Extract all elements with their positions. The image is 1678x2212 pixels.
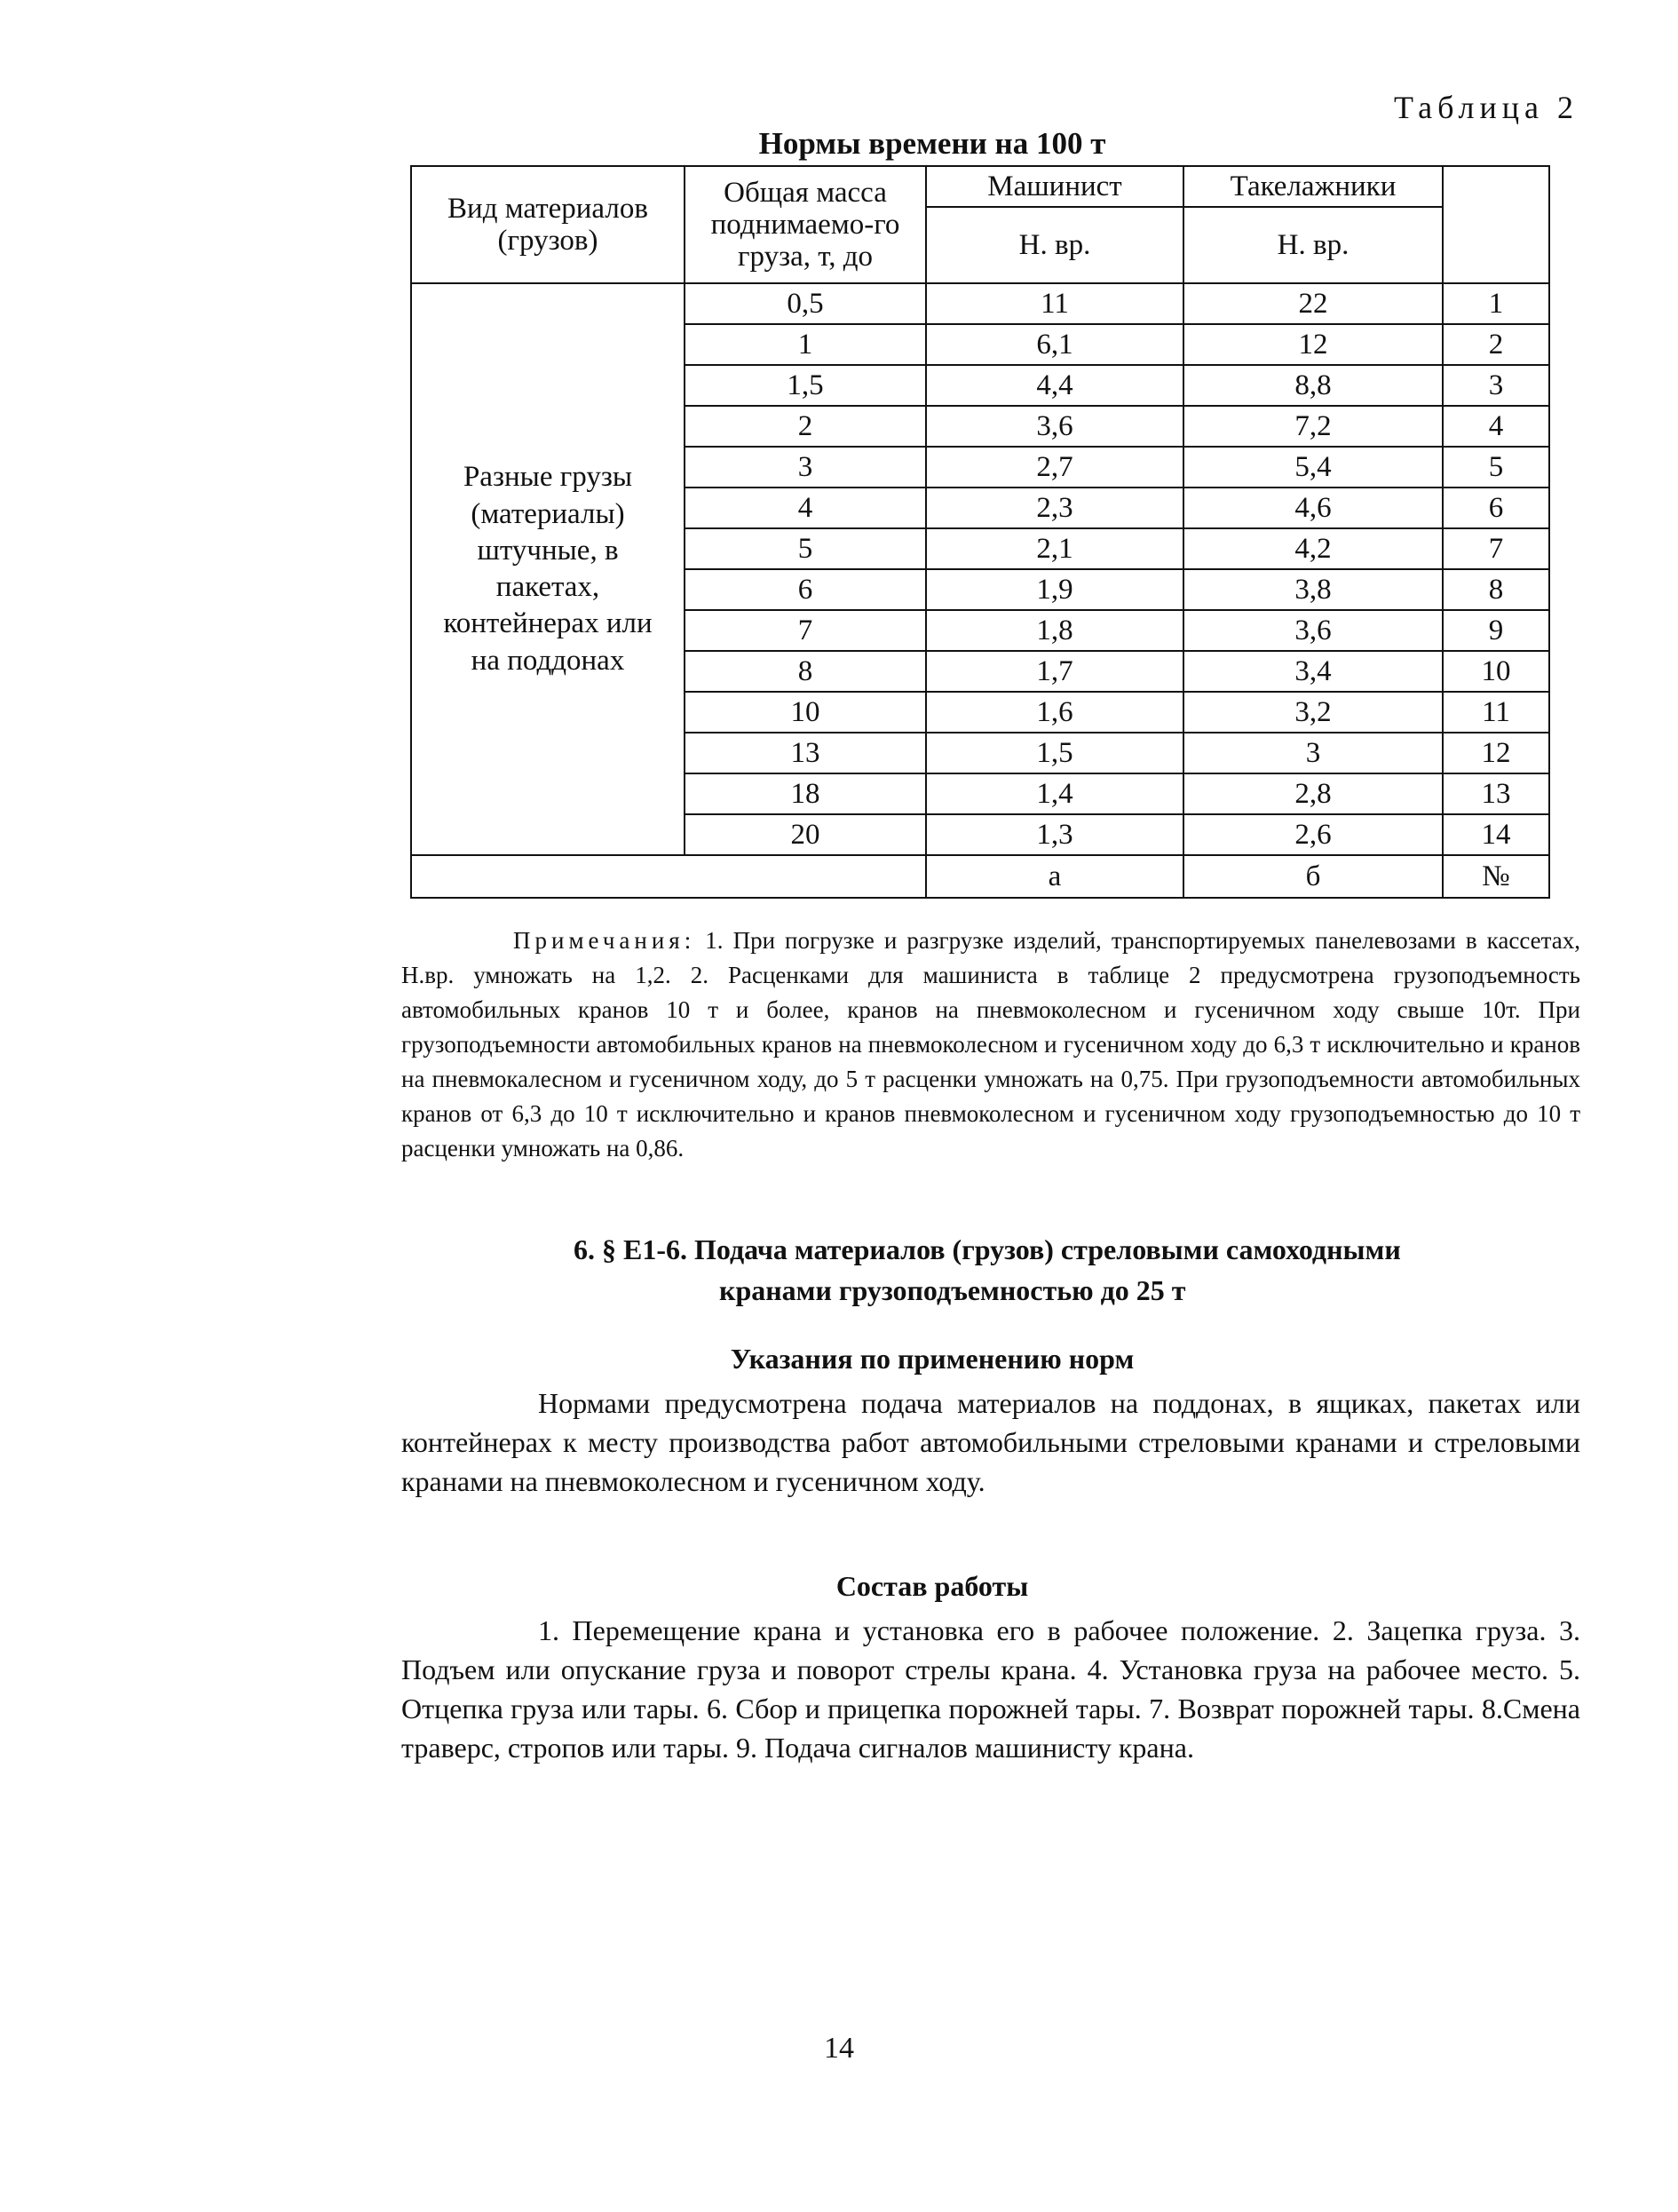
cell-no: 13 bbox=[1443, 773, 1549, 814]
section-heading bbox=[497, 1229, 1589, 1311]
header-machinist-unit: Н. вр. bbox=[926, 207, 1183, 283]
cell-mass: 13 bbox=[685, 733, 926, 773]
cell-mass: 20 bbox=[685, 814, 926, 855]
cell-machinist: 1,7 bbox=[926, 651, 1183, 692]
cell-mass: 8 bbox=[685, 651, 926, 692]
cell-riggers: 3,4 bbox=[1183, 651, 1443, 692]
cell-machinist: 2,1 bbox=[926, 528, 1183, 569]
cell-machinist: 2,7 bbox=[926, 447, 1183, 488]
material-cell: Разные грузы (материалы) штучные, в пакетах, контейнерах или на поддонах bbox=[411, 283, 685, 855]
cell-mass: 2 bbox=[685, 406, 926, 447]
cell-machinist: 1,9 bbox=[926, 569, 1183, 610]
cell-riggers: 4,2 bbox=[1183, 528, 1443, 569]
cell-no: 14 bbox=[1443, 814, 1549, 855]
cell-mass: 0,5 bbox=[685, 283, 926, 324]
cell-no: 6 bbox=[1443, 488, 1549, 528]
cell-mass: 1,5 bbox=[685, 365, 926, 406]
cell-mass: 6 bbox=[685, 569, 926, 610]
cell-mass: 18 bbox=[685, 773, 926, 814]
cell-mass: 7 bbox=[685, 610, 926, 651]
cell-machinist: 3,6 bbox=[926, 406, 1183, 447]
header-riggers-unit: Н. вр. bbox=[1183, 207, 1443, 283]
cell-machinist: 1,5 bbox=[926, 733, 1183, 773]
cell-no: 8 bbox=[1443, 569, 1549, 610]
notes-lead: Примечания: bbox=[513, 927, 696, 954]
cell-machinist: 11 bbox=[926, 283, 1183, 324]
table-caption: Таблица 2 bbox=[1394, 90, 1579, 125]
cell-riggers: 4,6 bbox=[1183, 488, 1443, 528]
cell-riggers: 22 bbox=[1183, 283, 1443, 324]
page-number: 14 bbox=[824, 2032, 854, 2065]
footer-a: а bbox=[926, 855, 1183, 898]
table-row bbox=[411, 283, 1549, 324]
norms-table bbox=[410, 165, 1550, 899]
cell-riggers: 5,4 bbox=[1183, 447, 1443, 488]
cell-no: 10 bbox=[1443, 651, 1549, 692]
header-mass: Общая масса поднимаемо-го груза, т, до bbox=[685, 166, 926, 283]
cell-no: 5 bbox=[1443, 447, 1549, 488]
header-material: Вид материалов (грузов) bbox=[411, 166, 685, 283]
cell-machinist: 1,8 bbox=[926, 610, 1183, 651]
table-notes bbox=[401, 924, 1580, 1166]
work-text: 1. Перемещение крана и установка его в рабочее положение. 2. Зацепка груза. 3. Подъем или опускание груза и поворот стрелы крана. 4. Установка груза на рабочее место. 5. Отцепка груза или тары. 6. Сбор и прицепка порожней тары. 7. Возврат порожней тары. 8.Смена траверс, стропов или тары. 9. Подача сигналов машинисту крана. bbox=[401, 1614, 1580, 1764]
notes-text: 1. При погрузке и разгрузке изделий, транспортируемых панелевозами в кассетах, Н.вр. умножать на 1,2. 2. Расценками для машиниста в таблице 2 предусмотрена грузоподъемность автомобильных кранов 10 т и более, кранов на пневмоколесном и гусеничном ходу свыше 10т. При грузоподъемности автомобильных кранов на пневмоколесном и гусеничном ходу до 6,3 т исключительно и кранов на пневмокалесном и гусеничном ходу, до 5 т расценки умножать на 0,75. При грузоподъемности автомобильных кранов от 6,3 до 10 т исключительно и кранов пневмоколесном и гусеничном ходу грузоподъемностью до 10 т расценки умножать на 0,86. bbox=[401, 927, 1581, 1161]
cell-machinist: 1,4 bbox=[926, 773, 1183, 814]
cell-riggers: 3,2 bbox=[1183, 692, 1443, 733]
cell-machinist: 4,4 bbox=[926, 365, 1183, 406]
cell-machinist: 2,3 bbox=[926, 488, 1183, 528]
guidelines-text: Нормами предусмотрена подача материалов на поддонах, в ящиках, пакетах или контейнерах к месту производства работ автомобильными стреловыми кранами и стреловыми кранами на пневмоколесном и гусеничном ходу. bbox=[401, 1387, 1580, 1497]
cell-riggers: 2,6 bbox=[1183, 814, 1443, 855]
footer-b: б bbox=[1183, 855, 1443, 898]
table-title: Нормы времени на 100 т bbox=[758, 126, 1106, 161]
section-heading-line1: 6. § Е1-6. Подача материалов (грузов) стреловыми самоходными bbox=[574, 1233, 1401, 1265]
cell-riggers: 3,6 bbox=[1183, 610, 1443, 651]
cell-mass: 5 bbox=[685, 528, 926, 569]
footer-no: № bbox=[1443, 855, 1549, 898]
cell-mass: 10 bbox=[685, 692, 926, 733]
cell-no: 7 bbox=[1443, 528, 1549, 569]
header-machinist: Машинист bbox=[926, 166, 1183, 207]
cell-machinist: 1,3 bbox=[926, 814, 1183, 855]
header-riggers: Такелажники bbox=[1183, 166, 1443, 207]
cell-mass: 1 bbox=[685, 324, 926, 365]
cell-mass: 3 bbox=[685, 447, 926, 488]
cell-no: 1 bbox=[1443, 283, 1549, 324]
cell-riggers: 12 bbox=[1183, 324, 1443, 365]
cell-machinist: 6,1 bbox=[926, 324, 1183, 365]
cell-no: 11 bbox=[1443, 692, 1549, 733]
work-heading: Состав работы bbox=[835, 1570, 1029, 1602]
footer-empty bbox=[411, 855, 926, 898]
cell-no: 9 bbox=[1443, 610, 1549, 651]
cell-riggers: 2,8 bbox=[1183, 773, 1443, 814]
cell-riggers: 3 bbox=[1183, 733, 1443, 773]
cell-machinist: 1,6 bbox=[926, 692, 1183, 733]
cell-riggers: 8,8 bbox=[1183, 365, 1443, 406]
header-empty bbox=[1443, 166, 1549, 283]
cell-mass: 4 bbox=[685, 488, 926, 528]
cell-no: 3 bbox=[1443, 365, 1549, 406]
cell-no: 4 bbox=[1443, 406, 1549, 447]
cell-no: 2 bbox=[1443, 324, 1549, 365]
cell-no: 12 bbox=[1443, 733, 1549, 773]
cell-riggers: 3,8 bbox=[1183, 569, 1443, 610]
guidelines-heading: Указания по применению норм bbox=[730, 1343, 1135, 1375]
section-heading-line2: кранами грузоподъемностью до 25 т bbox=[719, 1274, 1186, 1306]
cell-riggers: 7,2 bbox=[1183, 406, 1443, 447]
